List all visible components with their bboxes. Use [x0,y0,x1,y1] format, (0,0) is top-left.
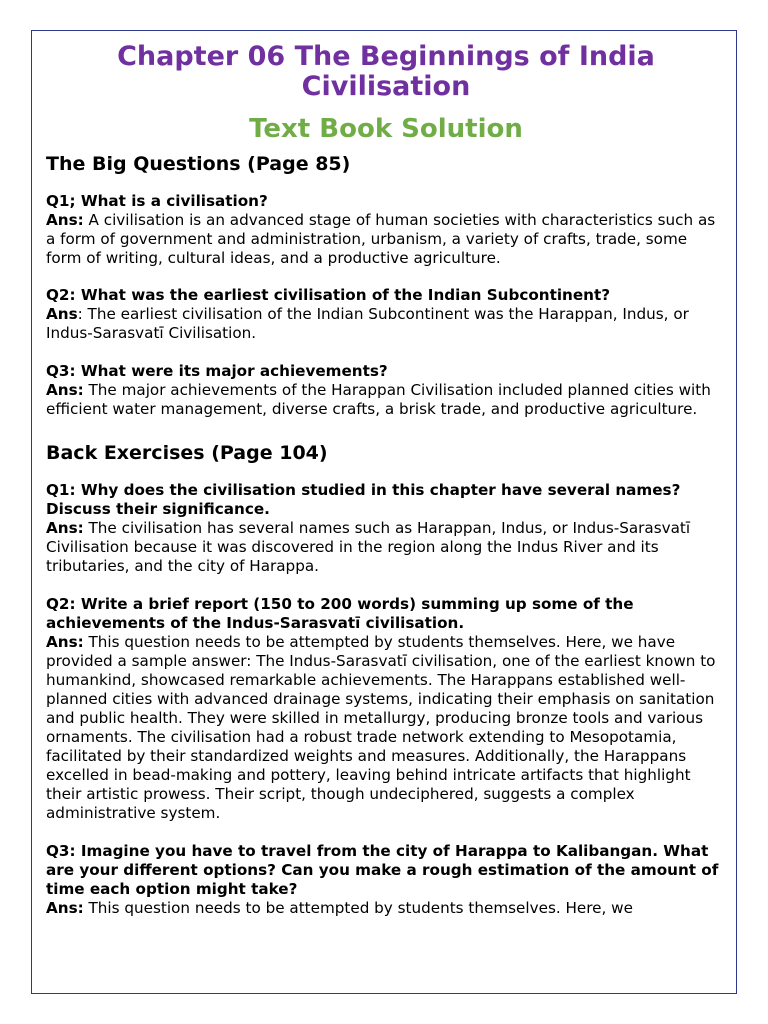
question: Q1; What is a civilisation? [46,192,268,210]
answer-label: Ans: [46,633,84,651]
answer-text: A civilisation is an advanced stage of human societies with characteristics such as a form of government and administration, urbanism, a variety of crafts, trade, some form of writing, cultural ideas, and a productive agriculture. [46,211,716,267]
qa-item [46,595,726,823]
question: Q3: Imagine you have to travel from the city of Harappa to Kalibangan. What are your different options? Can you make a rough estimation of the amount of time each option might take? [46,842,719,898]
section-heading: The Big Questions (Page 85) [46,153,351,175]
answer-text: : The earliest civilisation of the Indian Subcontinent was the Harappan, Indus, or Indus-Sarasvatī Civilisation. [46,305,689,342]
qa-item [46,481,726,576]
answer-label: Ans: [46,519,84,537]
section-heading: Back Exercises (Page 104) [46,442,328,464]
answer-text: The major achievements of the Harappan Civilisation included planned cities with efficient water management, diverse crafts, a brisk trade, and productive agriculture. [46,381,711,418]
document-body [46,42,726,918]
answer [46,633,726,823]
qa-item [46,192,726,268]
question: Q1: Why does the civilisation studied in this chapter have several names? Discuss their significance. [46,481,681,518]
answer-label: Ans: [46,381,84,399]
answer-text: This question needs to be attempted by students themselves. Here, we [83,899,633,917]
chapter-title: Chapter 06 The Beginnings of India Civilisation [117,41,655,102]
answer [46,381,726,419]
answer [46,519,726,576]
answer [46,305,726,343]
question: Q2: Write a brief report (150 to 200 words) summing up some of the achievements of the Indus-Sarasvatī civilisation. [46,595,634,632]
page-subtitle: Text Book Solution [249,114,523,144]
answer-text: The civilisation has several names such as Harappan, Indus, or Indus-Sarasvatī Civilisation because it was discovered in the region along the Indus River and its tributaries, and the city of Harappa. [46,519,691,575]
answer [46,211,726,268]
answer-text: This question needs to be attempted by students themselves. Here, we have provided a sample answer: The Indus-Sarasvatī civilisation, one of the earliest known to humankind, showcased remarkable achievements. The Harappans established well-planned cities with advanced drainage systems, indicating their emphasis on sanitation and public health. They were skilled in metallurgy, producing bronze tools and various ornaments. The civilisation had a robust trade network extending to Mesopotamia, facilitated by their standardized weights and measures. Additionally, the Harappans excelled in bead-making and pottery, leaving behind intricate artifacts that highlight their artistic prowess. Their script, though undeciphered, suggests a complex administrative system. [46,633,716,822]
question: Q3: What were its major achievements? [46,362,388,380]
qa-item [46,842,726,918]
answer [46,899,726,918]
answer-label: Ans [46,305,78,323]
answer-label: Ans: [46,211,84,229]
answer-label: Ans: [46,899,84,917]
qa-item [46,362,726,419]
question: Q2: What was the earliest civilisation of the Indian Subcontinent? [46,286,611,304]
qa-item [46,286,726,343]
